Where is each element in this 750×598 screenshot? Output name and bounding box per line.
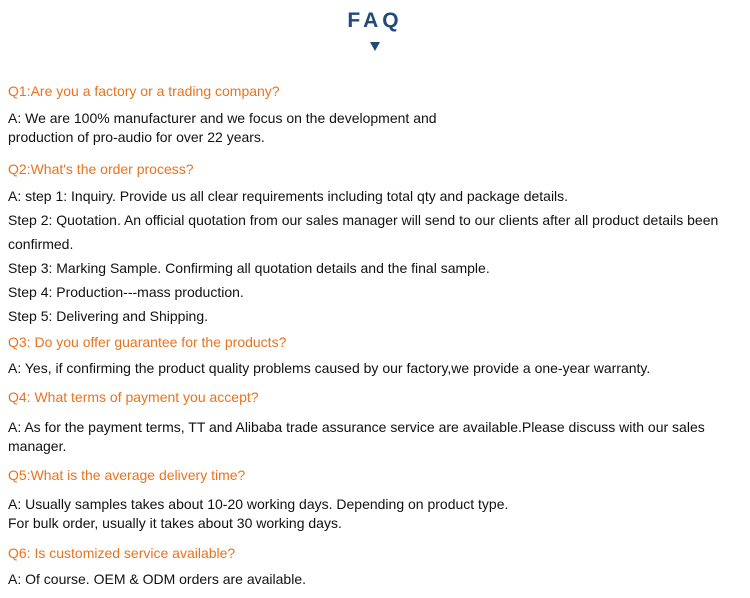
faq-question-3: Q3: Do you offer guarantee for the products? xyxy=(8,334,287,350)
faq-question-2: Q2:What's the order process? xyxy=(8,161,194,177)
faq-answer-2-line-1: A: step 1: Inquiry. Provide us all clear requirements including total qty and package details. xyxy=(8,188,569,204)
faq-answer-1-line-1: A: We are 100% manufacturer and we focus on the development and xyxy=(8,110,437,126)
down-arrow-icon xyxy=(370,42,380,51)
faq-answer-2-line-6: Step 5: Delivering and Shipping. xyxy=(8,308,209,324)
faq-answer-2-line-5: Step 4: Production---mass production. xyxy=(8,284,244,300)
faq-question-5: Q5:What is the average delivery time? xyxy=(8,467,246,483)
faq-answer-2-line-4: Step 3: Marking Sample. Confirming all quotation details and the final sample. xyxy=(8,260,490,276)
page-title: FAQ xyxy=(347,9,403,32)
faq-question-6: Q6: Is customized service available? xyxy=(8,545,236,561)
faq-question-4: Q4: What terms of payment you accept? xyxy=(8,389,259,405)
faq-answer-5-line-2: For bulk order, usually it takes about 30 working days. xyxy=(8,515,342,531)
faq-answer-4-line-1: A: As for the payment terms, TT and Alibaba trade assurance service are available.Please discuss with our sales xyxy=(8,419,705,435)
faq-answer-6-line-1: A: Of course. OEM & ODM orders are available. xyxy=(8,571,306,587)
faq-answer-3-line-1: A: Yes, if confirming the product quality problems caused by our factory,we provide a one-year warranty. xyxy=(8,360,651,376)
faq-answer-2-line-3: confirmed. xyxy=(8,236,74,252)
faq-question-1: Q1:Are you a factory or a trading company? xyxy=(8,83,280,99)
faq-answer-4-line-2: manager. xyxy=(8,438,67,454)
faq-answer-1-line-2: production of pro-audio for over 22 years. xyxy=(8,129,265,145)
faq-answer-5-line-1: A: Usually samples takes about 10-20 working days. Depending on product type. xyxy=(8,496,509,512)
faq-answer-2-line-2: Step 2: Quotation. An official quotation from our sales manager will send to our clients after all product details been xyxy=(8,212,719,228)
